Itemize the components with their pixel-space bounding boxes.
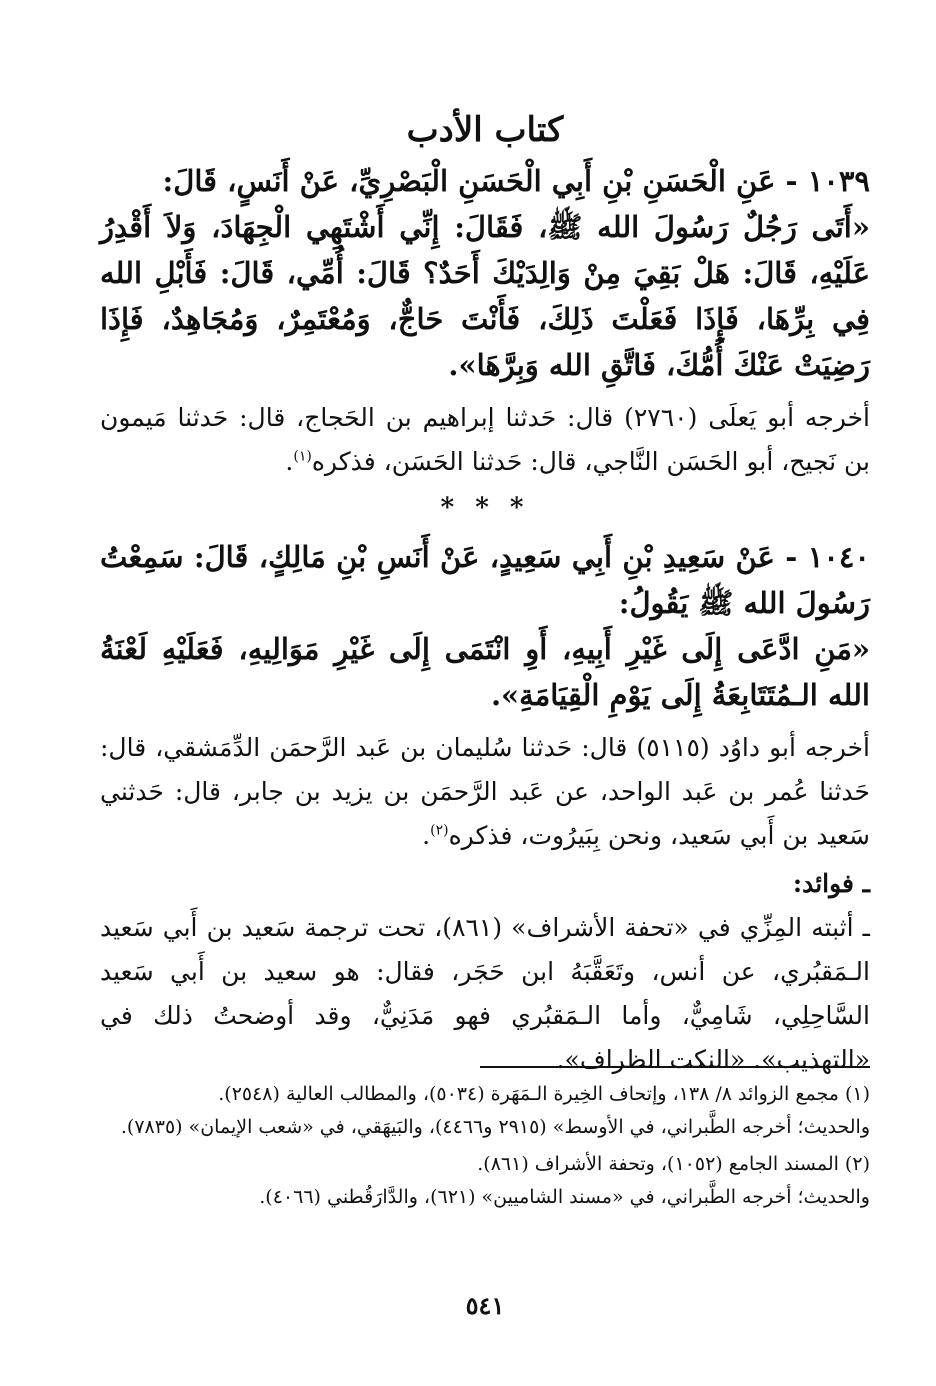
footnote-line: والحديث؛ أخرجه الطَّبراني، في الأوسط» (٢٩١٥ و٤٤٦٦)، والبَيهَقي، في «شعب الإيمان» (٧٨٣٥). <box>120 1116 870 1138</box>
footnote-divider <box>480 1066 870 1068</box>
footnotes <box>100 1078 870 1218</box>
footnote-line: والحديث؛ أخرجه الطَّبراني، في «مسند الشاميين» (٦٢١)، والدَّارَقُطني (٤٠٦٦). <box>259 1186 870 1208</box>
hadith-matn: «أَتَى رَجُلٌ رَسُولَ الله ﷺ، فَقَالَ: إِنِّي أَشْتَهِي الْجِهَادَ، وَلاَ أَقْدِرُ عَلَيْهِ، قَالَ: هَلْ بَقِيَ مِنْ وَالِدَيْكَ أَحَدٌ؟ قَالَ: أُمِّي، قَالَ: فَأَبْلِ الله فِي بِرِّهَا، فَإِذَا فَعَلْتَ ذَلِكَ، فَأَنْتَ حَاجٌّ، وَمُعْتَمِرٌ، وَمُجَاهِدٌ، فَإِذَا رَضِيَتْ عَنْكَ أُمُّكَ، فَاتَّقِ الله وَبِرَّهَا». <box>100 210 870 382</box>
takhrij-text: أخرجه أبو يَعلَى (٢٧٦٠) قال: حَدثنا إبراهيم بن الحَجاج، قال: حَدثنا مَيمون بن نَجيح، أبو الحَسَن النَّاجي، قال: حَدثنا الحَسَن، فذكره <box>100 403 870 476</box>
fawaid-title: ـ فوائد: <box>792 869 870 898</box>
section-separator: * * * <box>440 493 530 523</box>
hadith-isnad: عَنْ سَعِيدِ بْنِ أَبِي سَعِيدٍ، عَنْ أَنَسِ بْنِ مَالِكٍ، قَالَ: سَمِعْتُ رَسُولَ الله ﷺ يَقُولُ: <box>100 540 870 620</box>
takhrij-text: أخرجه أبو داوُد (٥١١٥) قال: حَدثنا سُليمان بن عَبد الرَّحمَن الدِّمَشقي، قال: حَدثنا عُمر بن عَبد الواحد، عن عَبد الرَّحمَن بن يزيد بن جابر، قال: حَدثني سَعيد بن أَبي سَعيد، ونحن بِبَيرُوت، فذكره <box>100 733 870 850</box>
hadith-1039 <box>100 158 870 484</box>
hadith-heading <box>100 534 870 626</box>
footnote-line: (١) مجمع الزوائد ٨/ ١٣٨، وإتحاف الخِيرة الـمَهَرة (٥٠٣٤)، والمطالب العالية (٢٥٤٨). <box>218 1083 870 1105</box>
hadith-number: ١٠٣٩ - <box>785 164 870 198</box>
footnote-line: (٢) المسند الجامع (١٠٥٢)، وتحفة الأشراف (٨٦١). <box>477 1153 870 1175</box>
book-page <box>100 108 870 1328</box>
hadith-1040 <box>100 534 870 858</box>
footnote-1 <box>100 1078 870 1144</box>
hadith-takhrij: أخرجه أبو داوُد (٥١١٥) قال: حَدثنا سُليمان بن عَبد الرَّحمَن الدِّمَشقي، قال: حَدثنا عُمر بن عَبد الواحد، عن عَبد الرَّحمَن بن يزيد بن جابر، قال: حَدثني سَعيد بن أَبي سَعيد، ونحن بِبَيرُوت، فذكره$^{(٢)}$. <box>100 733 870 850</box>
hadith-heading <box>100 158 870 204</box>
fawaid-section <box>100 862 870 1082</box>
hadith-isnad: عَنِ الْحَسَنِ بْنِ أَبِي الْحَسَنِ الْبَصْرِيِّ، عَنْ أَنَسٍ، قَالَ: <box>162 164 776 198</box>
footnote-ref[interactable]: (١) <box>293 448 312 465</box>
hadith-takhrij: أخرجه أبو يَعلَى (٢٧٦٠) قال: حَدثنا إبراهيم بن الحَجاج، قال: حَدثنا مَيمون بن نَجيح، أبو الحَسَن النَّاجي، قال: حَدثنا الحَسَن، فذكره$^{(١)}$. <box>100 403 870 476</box>
footnote-2 <box>100 1148 870 1214</box>
footnote-ref[interactable]: (٢) <box>430 822 449 839</box>
page-number: ٥٤١ <box>465 1291 505 1320</box>
hadith-matn: «مَنِ ادَّعَى إِلَى غَيْرِ أَبِيهِ، أَوِ انْتَمَى إِلَى غَيْرِ مَوَالِيهِ، فَعَلَيْهِ لَعْنَةُ الله الـمُتَتَابِعَةُ إِلَى يَوْمِ الْقِيَامَةِ». <box>100 632 870 712</box>
fawaid-text: ـ أثبته المِزِّي في «تحفة الأشراف» (٨٦١)، تحت ترجمة سَعيد بن أَبي سَعيد الـمَقبُري، عن أنس، وتَعَقَّبَهُ ابن حَجَر، فقال: هو سعيد بن أَبي سَعيد السَّاحِلِي، شَامِيٌّ، وأما الـمَقبُري فهو مَدَنِيٌّ، وقد أوضحتُ ذلك في «التهذيب». «النكت الظراف». <box>100 913 870 1074</box>
hadith-number: ١٠٤٠ - <box>785 540 870 574</box>
book-title: كتاب الأدب <box>406 110 564 150</box>
